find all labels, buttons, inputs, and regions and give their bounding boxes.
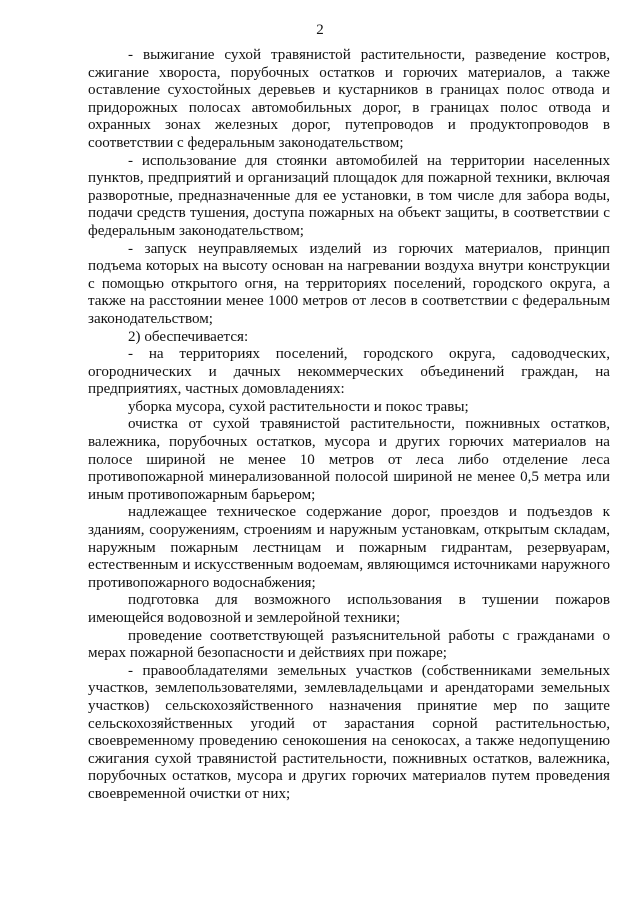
paragraph-parking-ban: - использование для стоянки автомобилей на территории населенных пунктов, предприятий и организаций площадок для пожарной техники, включая разворотные, предназначенные для ее установки, в том числе для забора воды, подачи средств тушения, доступа пожарных на объект защиты, в соответствии с федеральным законодательством;	[88, 152, 610, 239]
page-number: 2	[316, 22, 324, 38]
paragraph-landowner-duties: - правообладателями земельных участков (собственниками земельных участков, землепользователями, землевладельцами и арендаторами земельных участков) сельскохозяйственного назначения принятие мер по защите сельскохозяйственных угодий от зарастания сорной растительностью, своевременному проведению сенокошения на сенокосах, а также недопущению сжигания сухой травянистой растительности, пожнивных остатков, валежника, порубочных остатков, мусора и других горючих материалов путем проведения своевременной очистки от них;	[88, 662, 610, 802]
paragraph-equipment-preparation: подготовка для возможного использования в тушении пожаров имеющейся водовозной и землеройной техники;	[88, 592, 610, 626]
paragraph-debris-cleanup: уборка мусора, сухой растительности и покос травы;	[128, 398, 469, 415]
paragraph-public-outreach: проведение соответствующей разъяснительной работы с гражданами о мерах пожарной безопасности и действиях при пожаре;	[88, 627, 610, 662]
paragraph-ensured-heading: 2) обеспечивается:	[128, 328, 249, 345]
document-body	[88, 47, 610, 804]
paragraph-burning-ban: - выжигание сухой травянистой растительности, разведение костров, сжигание хвороста, порубочных остатков и горючих материалов, а также оставление сухостойных деревьев и кустарников в границах полос отвода и придорожных полосах автомобильных дорог, в границах полос отвода и охранных зонах железных дорог, путепроводов и продуктопроводов в соответствии с федеральным законодательством;	[88, 47, 610, 151]
paragraph-territories: - на территориях поселений, городского округа, садоводческих, огороднических и дачных некоммерческих объединений граждан, на предприятиях, частных домовладениях:	[88, 346, 610, 398]
paragraph-sky-lantern-ban: - запуск неуправляемых изделий из горючих материалов, принцип подъема которых на высоту основан на нагревании воздуха внутри конструкции с помощью открытого огня, на территориях поселений, городского округа, а также на расстоянии менее 1000 метров от лесов в соответствии с федеральным законодательством;	[88, 240, 610, 327]
paragraph-firebreak-clearing: очистка от сухой травянистой растительности, пожнивных остатков, валежника, порубочных остатков, мусора и других горючих материалов на полосе шириной не менее 10 метров от леса либо отделение леса противопожарной минерализованной полосой шириной не менее 0,5 метра или иным противопожарным барьером;	[88, 416, 610, 503]
paragraph-road-maintenance: надлежащее техническое содержание дорог, проездов и подъездов к зданиям, сооружениям, строениям и наружным установкам, открытым складам, наружным пожарным лестницам и пожарным гидрантам, резервуарам, естественным и искусственным водоемам, являющимся источниками наружного противопожарного водоснабжения;	[88, 504, 610, 591]
